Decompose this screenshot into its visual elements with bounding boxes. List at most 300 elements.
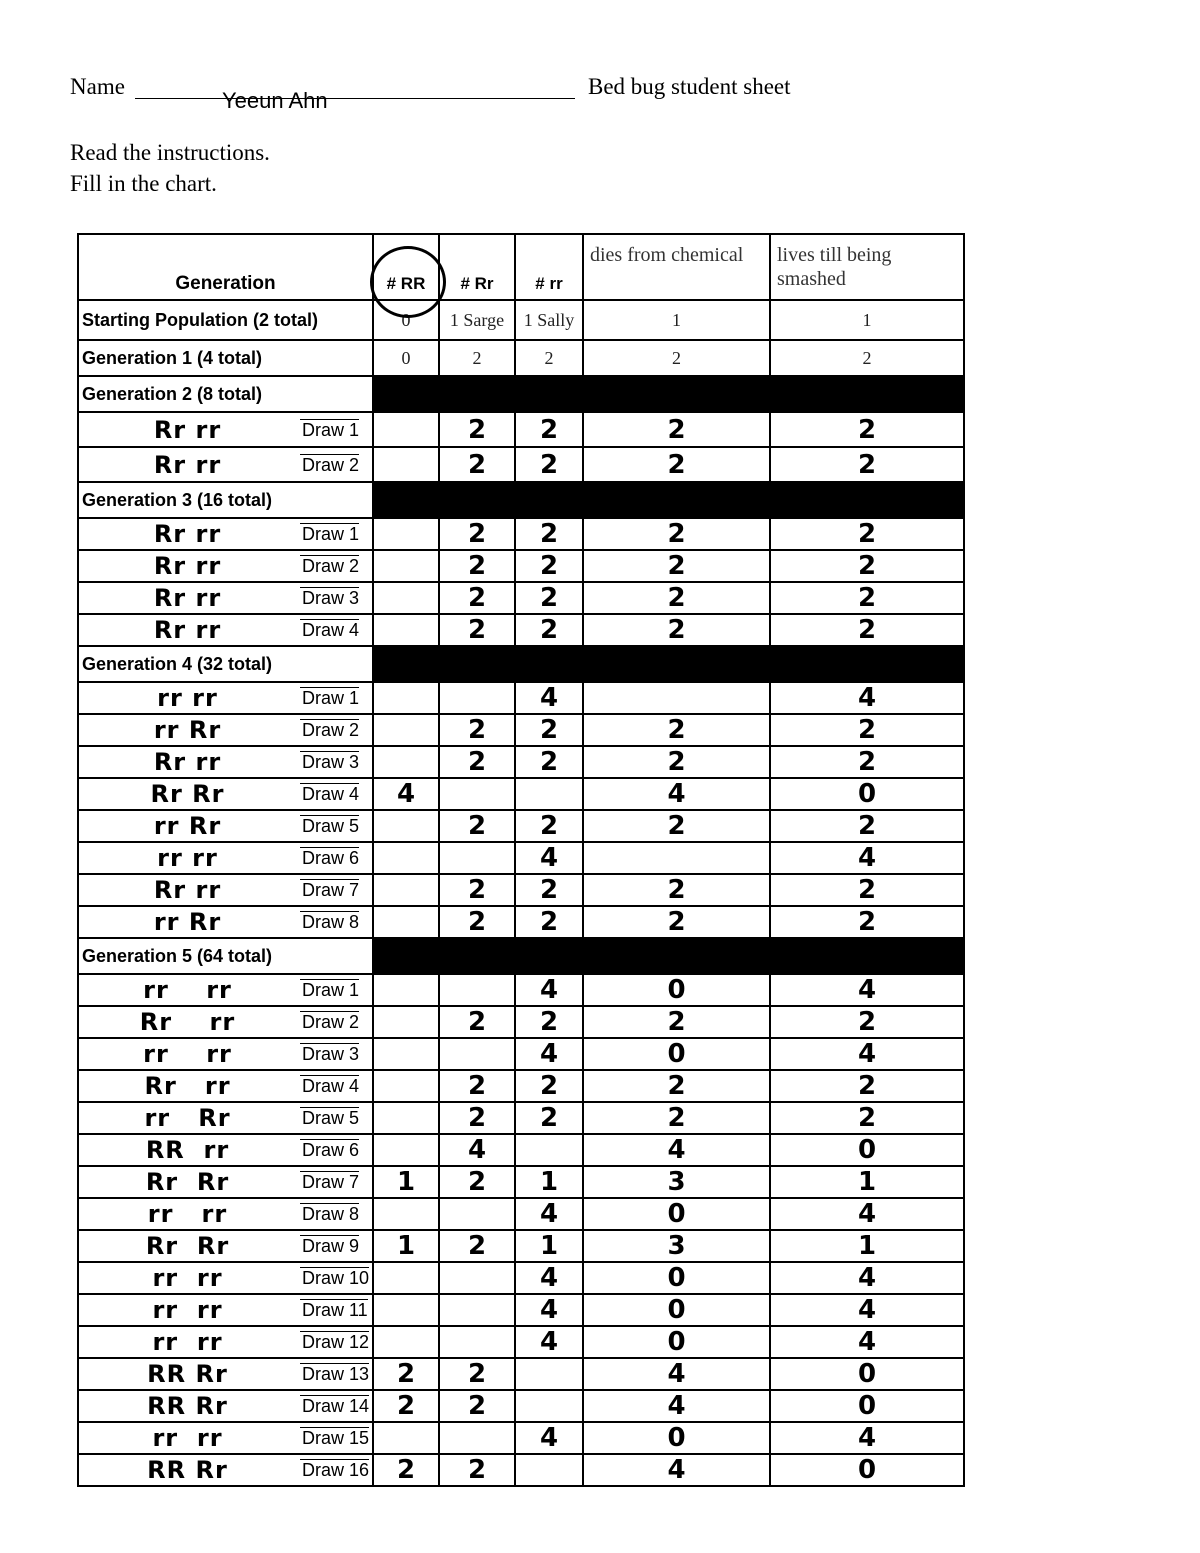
- cell-rr-heterozygous[interactable]: 2: [439, 340, 515, 376]
- rr-heterozygous-header: # Rr: [439, 234, 515, 300]
- cell-dies[interactable]: 4: [583, 1454, 770, 1486]
- cell-rr-dominant[interactable]: 2: [373, 1358, 439, 1390]
- cell-dies[interactable]: 0: [583, 974, 770, 1006]
- genotype-cell[interactable]: rr rr: [78, 842, 296, 874]
- cell-rr-heterozygous[interactable]: 2: [439, 810, 515, 842]
- cell-rr-recessive[interactable]: 4: [515, 682, 583, 714]
- cell-rr-recessive[interactable]: 2: [515, 810, 583, 842]
- draw-row: [78, 1102, 964, 1134]
- cell-lives[interactable]: 0: [770, 1134, 964, 1166]
- draw-label: Draw 2: [302, 1012, 360, 1032]
- cell-rr-recessive[interactable]: 4: [515, 842, 583, 874]
- cell-dies[interactable]: 0: [583, 1422, 770, 1454]
- header: [70, 70, 970, 113]
- cell-rr-recessive[interactable]: 2: [515, 550, 583, 582]
- cell-rr-recessive[interactable]: 2: [515, 874, 583, 906]
- draw-label-cell: [296, 1454, 373, 1486]
- gen5-band: [78, 938, 964, 974]
- cell-lives[interactable]: 0: [770, 778, 964, 810]
- draw-row: [78, 518, 964, 550]
- cell-rr-recessive[interactable]: 2: [515, 1102, 583, 1134]
- draw-label-cell: [296, 746, 373, 778]
- cell-rr-recessive[interactable]: 1 Sally: [515, 300, 583, 340]
- draw-label: Draw 6: [302, 848, 360, 868]
- cell-rr-dominant[interactable]: [373, 746, 439, 778]
- cell-lives[interactable]: 2: [770, 714, 964, 746]
- cell-rr-dominant[interactable]: [373, 714, 439, 746]
- draw-label: Draw 2: [302, 556, 360, 576]
- cell-dies[interactable]: 0: [583, 1294, 770, 1326]
- cell-rr-recessive[interactable]: [515, 1358, 583, 1390]
- cell-rr-recessive[interactable]: 4: [515, 1198, 583, 1230]
- name-label: Name: [70, 74, 125, 99]
- starting-label: Starting Population (2 total): [78, 300, 373, 340]
- draw-row: [78, 550, 964, 582]
- cell-rr-heterozygous[interactable]: [439, 682, 515, 714]
- cell-lives[interactable]: 4: [770, 682, 964, 714]
- cell-rr-dominant[interactable]: [373, 1294, 439, 1326]
- draw-row: [78, 874, 964, 906]
- cell-rr-heterozygous[interactable]: 2: [439, 746, 515, 778]
- cell-rr-dominant[interactable]: [373, 518, 439, 550]
- genotype-cell[interactable]: Rr rr: [78, 1070, 296, 1102]
- cell-lives[interactable]: 1: [770, 1166, 964, 1198]
- draw-label: Draw 3: [302, 588, 360, 608]
- draw-row: [78, 1070, 964, 1102]
- genotype-cell[interactable]: RR Rr: [78, 1390, 296, 1422]
- draw-label: Draw 6: [302, 1140, 360, 1160]
- draw-label: Draw 12: [302, 1332, 370, 1352]
- column-header-row: [78, 234, 964, 300]
- cell-lives[interactable]: 4: [770, 1262, 964, 1294]
- draw-label-cell: [296, 582, 373, 614]
- draw-row: [78, 1006, 964, 1038]
- cell-rr-dominant[interactable]: [373, 412, 439, 447]
- draw-label-cell: [296, 1230, 373, 1262]
- cell-rr-recessive[interactable]: 4: [515, 974, 583, 1006]
- cell-dies[interactable]: 0: [583, 1326, 770, 1358]
- draw-label-cell: [296, 1102, 373, 1134]
- cell-lives[interactable]: 2: [770, 412, 964, 447]
- cell-rr-recessive[interactable]: 2: [515, 518, 583, 550]
- cell-dies[interactable]: 3: [583, 1166, 770, 1198]
- genotype-cell[interactable]: Rr rr: [78, 582, 296, 614]
- cell-lives[interactable]: 2: [770, 1070, 964, 1102]
- draw-row: [78, 1262, 964, 1294]
- draw-label: Draw 1: [302, 524, 360, 544]
- cell-dies[interactable]: 2: [583, 810, 770, 842]
- draw-row: [78, 1230, 964, 1262]
- cell-rr-heterozygous[interactable]: 4: [439, 1134, 515, 1166]
- gen1-label: Generation 1 (4 total): [78, 340, 373, 376]
- starting-row: [78, 300, 964, 340]
- draw-label-cell: [296, 1390, 373, 1422]
- cell-dies[interactable]: [583, 682, 770, 714]
- cell-rr-dominant[interactable]: [373, 682, 439, 714]
- genotype-cell[interactable]: Rr rr: [78, 518, 296, 550]
- cell-lives[interactable]: 1: [770, 300, 964, 340]
- gen5-label: Generation 5 (64 total): [78, 938, 373, 974]
- draw-label: Draw 1: [302, 688, 360, 708]
- draw-row: [78, 778, 964, 810]
- cell-rr-heterozygous[interactable]: 1 Sarge: [439, 300, 515, 340]
- cell-lives[interactable]: 2: [770, 746, 964, 778]
- draw-label: Draw 4: [302, 620, 360, 640]
- cell-rr-dominant[interactable]: [373, 582, 439, 614]
- cell-rr-dominant[interactable]: [373, 1038, 439, 1070]
- draw-label: Draw 14: [302, 1396, 370, 1416]
- cell-dies[interactable]: 0: [583, 1262, 770, 1294]
- draw-row: [78, 614, 964, 646]
- cell-lives[interactable]: 4: [770, 842, 964, 874]
- cell-rr-heterozygous[interactable]: 2: [439, 582, 515, 614]
- cell-lives[interactable]: 2: [770, 1102, 964, 1134]
- draw-label-cell: [296, 974, 373, 1006]
- cell-lives[interactable]: 0: [770, 1390, 964, 1422]
- cell-dies[interactable]: 2: [583, 614, 770, 646]
- cell-lives[interactable]: 0: [770, 1454, 964, 1486]
- draw-label-cell: [296, 614, 373, 646]
- cell-lives[interactable]: 4: [770, 974, 964, 1006]
- cell-rr-dominant[interactable]: [373, 1102, 439, 1134]
- cell-dies[interactable]: 0: [583, 1198, 770, 1230]
- draw-row: [78, 447, 964, 482]
- draw-row: [78, 1134, 964, 1166]
- cell-rr-dominant[interactable]: [373, 550, 439, 582]
- draw-label-cell: [296, 1358, 373, 1390]
- draw-row: [78, 682, 964, 714]
- cell-rr-recessive[interactable]: 2: [515, 906, 583, 938]
- cell-rr-heterozygous[interactable]: [439, 842, 515, 874]
- cell-rr-recessive[interactable]: 2: [515, 447, 583, 482]
- gen4-label: Generation 4 (32 total): [78, 646, 373, 682]
- genotype-cell[interactable]: Rr rr: [78, 614, 296, 646]
- cell-rr-heterozygous[interactable]: [439, 974, 515, 1006]
- cell-lives[interactable]: 2: [770, 518, 964, 550]
- cell-rr-dominant[interactable]: [373, 906, 439, 938]
- draw-label: Draw 15: [302, 1428, 370, 1448]
- draw-label: Draw 5: [302, 1108, 360, 1128]
- draw-label-cell: [296, 550, 373, 582]
- cell-dies[interactable]: 2: [583, 518, 770, 550]
- cell-rr-heterozygous[interactable]: 2: [439, 614, 515, 646]
- cell-rr-recessive[interactable]: 2: [515, 614, 583, 646]
- cell-lives[interactable]: 2: [770, 582, 964, 614]
- draw-row: [78, 974, 964, 1006]
- cell-rr-heterozygous[interactable]: [439, 1262, 515, 1294]
- draw-row: [78, 1198, 964, 1230]
- cell-rr-heterozygous[interactable]: 2: [439, 906, 515, 938]
- draw-label-cell: [296, 714, 373, 746]
- cell-lives[interactable]: 4: [770, 1038, 964, 1070]
- sheet-title: Bed bug student sheet: [588, 74, 791, 99]
- cell-dies[interactable]: 2: [583, 340, 770, 376]
- cell-rr-heterozygous[interactable]: 2: [439, 1102, 515, 1134]
- draw-label: Draw 16: [302, 1460, 370, 1480]
- draw-label-cell: [296, 682, 373, 714]
- draw-label-cell: [296, 1134, 373, 1166]
- draw-label-cell: [296, 778, 373, 810]
- cell-rr-dominant[interactable]: 0: [373, 300, 439, 340]
- cell-lives[interactable]: 2: [770, 340, 964, 376]
- cell-lives[interactable]: 1: [770, 1230, 964, 1262]
- draw-row: [78, 810, 964, 842]
- cell-rr-dominant[interactable]: [373, 1262, 439, 1294]
- cell-rr-dominant[interactable]: 4: [373, 778, 439, 810]
- instruction-line: Fill in the chart.: [70, 171, 217, 196]
- cell-rr-heterozygous[interactable]: 2: [439, 714, 515, 746]
- cell-rr-dominant[interactable]: 2: [373, 1390, 439, 1422]
- cell-rr-heterozygous[interactable]: 2: [439, 447, 515, 482]
- genotype-cell[interactable]: Rr rr: [78, 874, 296, 906]
- cell-dies[interactable]: 2: [583, 714, 770, 746]
- cell-dies[interactable]: 4: [583, 1390, 770, 1422]
- genotype-cell[interactable]: Rr rr: [78, 1006, 296, 1038]
- draw-row: [78, 1390, 964, 1422]
- cell-rr-heterozygous[interactable]: [439, 778, 515, 810]
- draw-label: Draw 4: [302, 784, 360, 804]
- cell-rr-dominant[interactable]: 2: [373, 1454, 439, 1486]
- cell-lives[interactable]: 4: [770, 1326, 964, 1358]
- cell-rr-dominant[interactable]: [373, 1198, 439, 1230]
- draw-label-cell: [296, 874, 373, 906]
- cell-dies[interactable]: 2: [583, 1070, 770, 1102]
- cell-rr-heterozygous[interactable]: 2: [439, 1230, 515, 1262]
- genotype-cell[interactable]: rr rr: [78, 974, 296, 1006]
- genotype-cell[interactable]: rr rr: [78, 682, 296, 714]
- name-line[interactable]: [135, 88, 575, 113]
- cell-rr-heterozygous[interactable]: [439, 1326, 515, 1358]
- genotype-cell[interactable]: rr Rr: [78, 906, 296, 938]
- draw-label-cell: [296, 1422, 373, 1454]
- cell-lives[interactable]: 4: [770, 1422, 964, 1454]
- gen4-band: [78, 646, 964, 682]
- cell-rr-heterozygous[interactable]: 2: [439, 550, 515, 582]
- cell-rr-dominant[interactable]: [373, 1006, 439, 1038]
- draw-row: [78, 842, 964, 874]
- genotype-cell[interactable]: Rr Rr: [78, 1166, 296, 1198]
- lives-header: lives till being smashed: [770, 234, 964, 300]
- cell-lives[interactable]: 4: [770, 1198, 964, 1230]
- cell-dies[interactable]: 2: [583, 874, 770, 906]
- cell-dies[interactable]: 2: [583, 582, 770, 614]
- cell-rr-recessive[interactable]: 2: [515, 1070, 583, 1102]
- cell-rr-dominant[interactable]: 0: [373, 340, 439, 376]
- draw-label: Draw 9: [302, 1236, 360, 1256]
- draw-label-cell: [296, 412, 373, 447]
- draw-row: [78, 1358, 964, 1390]
- cell-rr-recessive[interactable]: 2: [515, 714, 583, 746]
- cell-rr-recessive[interactable]: 2: [515, 746, 583, 778]
- cell-rr-dominant[interactable]: [373, 1070, 439, 1102]
- genotype-cell[interactable]: Rr Rr: [78, 1230, 296, 1262]
- cell-rr-heterozygous[interactable]: 2: [439, 1390, 515, 1422]
- draw-label-cell: [296, 1166, 373, 1198]
- draw-label-cell: [296, 447, 373, 482]
- cell-lives[interactable]: 2: [770, 614, 964, 646]
- draw-label: Draw 5: [302, 816, 360, 836]
- cell-rr-recessive[interactable]: 4: [515, 1326, 583, 1358]
- section-bar: [373, 376, 964, 412]
- cell-rr-recessive[interactable]: 4: [515, 1038, 583, 1070]
- genotype-cell[interactable]: rr Rr: [78, 810, 296, 842]
- section-bar: [373, 646, 964, 682]
- cell-rr-dominant[interactable]: 1: [373, 1166, 439, 1198]
- cell-rr-dominant[interactable]: [373, 874, 439, 906]
- cell-dies[interactable]: 2: [583, 550, 770, 582]
- cell-rr-heterozygous[interactable]: 2: [439, 1358, 515, 1390]
- cell-rr-recessive[interactable]: 4: [515, 1294, 583, 1326]
- cell-dies[interactable]: 1: [583, 300, 770, 340]
- annotation-circle: [370, 246, 446, 318]
- cell-dies[interactable]: 4: [583, 1134, 770, 1166]
- genotype-cell[interactable]: Rr Rr: [78, 778, 296, 810]
- cell-dies[interactable]: 4: [583, 778, 770, 810]
- draw-row: [78, 1454, 964, 1486]
- cell-rr-recessive[interactable]: 1: [515, 1166, 583, 1198]
- cell-rr-dominant[interactable]: [373, 1422, 439, 1454]
- cell-rr-recessive[interactable]: 1: [515, 1230, 583, 1262]
- cell-rr-dominant[interactable]: [373, 974, 439, 1006]
- cell-dies[interactable]: 2: [583, 906, 770, 938]
- genotype-cell[interactable]: Rr rr: [78, 447, 296, 482]
- cell-dies[interactable]: 2: [583, 746, 770, 778]
- genotype-cell[interactable]: rr rr: [78, 1038, 296, 1070]
- cell-rr-recessive[interactable]: [515, 1454, 583, 1486]
- genotype-cell[interactable]: Rr rr: [78, 550, 296, 582]
- draw-label: Draw 7: [302, 1172, 360, 1192]
- cell-rr-recessive[interactable]: 2: [515, 340, 583, 376]
- cell-rr-heterozygous[interactable]: 2: [439, 1070, 515, 1102]
- draw-label-cell: [296, 1262, 373, 1294]
- genotype-cell[interactable]: rr rr: [78, 1422, 296, 1454]
- cell-rr-heterozygous[interactable]: 2: [439, 1166, 515, 1198]
- cell-rr-heterozygous[interactable]: 2: [439, 1454, 515, 1486]
- cell-rr-recessive[interactable]: 4: [515, 1262, 583, 1294]
- cell-rr-dominant[interactable]: [373, 842, 439, 874]
- cell-rr-heterozygous[interactable]: 2: [439, 518, 515, 550]
- cell-dies[interactable]: 0: [583, 1038, 770, 1070]
- cell-lives[interactable]: 2: [770, 906, 964, 938]
- draw-row: [78, 1294, 964, 1326]
- cell-rr-dominant[interactable]: [373, 614, 439, 646]
- cell-rr-heterozygous[interactable]: 2: [439, 1006, 515, 1038]
- cell-dies[interactable]: 2: [583, 412, 770, 447]
- cell-lives[interactable]: 2: [770, 550, 964, 582]
- gen2-label: Generation 2 (8 total): [78, 376, 373, 412]
- cell-rr-recessive[interactable]: 2: [515, 582, 583, 614]
- draw-label-cell: [296, 1006, 373, 1038]
- draw-label-cell: [296, 906, 373, 938]
- cell-lives[interactable]: 0: [770, 1358, 964, 1390]
- draw-label-cell: [296, 1038, 373, 1070]
- cell-dies[interactable]: [583, 842, 770, 874]
- cell-rr-recessive[interactable]: 2: [515, 412, 583, 447]
- instruction-line: Read the instructions.: [70, 140, 270, 165]
- cell-rr-dominant[interactable]: [373, 810, 439, 842]
- cell-lives[interactable]: 2: [770, 810, 964, 842]
- cell-dies[interactable]: 2: [583, 447, 770, 482]
- cell-dies[interactable]: 2: [583, 1006, 770, 1038]
- draw-label: Draw 8: [302, 912, 360, 932]
- cell-rr-recessive[interactable]: 4: [515, 1422, 583, 1454]
- section-bar: [373, 482, 964, 518]
- draw-row: [78, 1422, 964, 1454]
- genotype-cell[interactable]: Rr rr: [78, 412, 296, 447]
- draw-label: Draw 2: [302, 720, 360, 740]
- genotype-cell[interactable]: Rr rr: [78, 746, 296, 778]
- cell-dies[interactable]: 3: [583, 1230, 770, 1262]
- draw-row: [78, 714, 964, 746]
- genotype-cell[interactable]: rr Rr: [78, 1102, 296, 1134]
- cell-dies[interactable]: 2: [583, 1102, 770, 1134]
- draw-label: Draw 2: [302, 454, 360, 475]
- draw-label-cell: [296, 1294, 373, 1326]
- cell-rr-heterozygous[interactable]: 2: [439, 874, 515, 906]
- draw-label-cell: [296, 810, 373, 842]
- draw-row: [78, 746, 964, 778]
- section-bar: [373, 938, 964, 974]
- gen3-label: Generation 3 (16 total): [78, 482, 373, 518]
- draw-row: [78, 412, 964, 447]
- draw-label: Draw 8: [302, 1204, 360, 1224]
- genotype-cell[interactable]: rr rr: [78, 1294, 296, 1326]
- cell-rr-recessive[interactable]: [515, 1390, 583, 1422]
- draw-label: Draw 3: [302, 1044, 360, 1064]
- genotype-cell[interactable]: RR rr: [78, 1134, 296, 1166]
- cell-rr-dominant[interactable]: [373, 447, 439, 482]
- cell-rr-dominant[interactable]: [373, 1326, 439, 1358]
- genotype-cell[interactable]: RR Rr: [78, 1454, 296, 1486]
- instructions: [70, 137, 270, 199]
- draw-label: Draw 4: [302, 1076, 360, 1096]
- data-chart: [77, 233, 965, 1487]
- cell-lives[interactable]: 2: [770, 447, 964, 482]
- cell-rr-dominant[interactable]: [373, 1134, 439, 1166]
- genotype-cell[interactable]: rr rr: [78, 1198, 296, 1230]
- draw-label: Draw 1: [302, 980, 360, 1000]
- draw-label: Draw 7: [302, 880, 360, 900]
- cell-rr-heterozygous[interactable]: 2: [439, 412, 515, 447]
- genotype-cell[interactable]: rr Rr: [78, 714, 296, 746]
- draw-label-cell: [296, 1326, 373, 1358]
- draw-label: Draw 3: [302, 752, 360, 772]
- cell-rr-heterozygous[interactable]: [439, 1422, 515, 1454]
- cell-rr-recessive[interactable]: [515, 778, 583, 810]
- cell-lives[interactable]: 2: [770, 874, 964, 906]
- cell-rr-heterozygous[interactable]: [439, 1294, 515, 1326]
- cell-rr-dominant[interactable]: 1: [373, 1230, 439, 1262]
- genotype-cell[interactable]: RR Rr: [78, 1358, 296, 1390]
- draw-row: [78, 1326, 964, 1358]
- cell-lives[interactable]: 4: [770, 1294, 964, 1326]
- draw-row: [78, 1166, 964, 1198]
- draw-label-cell: [296, 1070, 373, 1102]
- cell-rr-recessive[interactable]: [515, 1134, 583, 1166]
- genotype-cell[interactable]: rr rr: [78, 1326, 296, 1358]
- gen1-row: [78, 340, 964, 376]
- draw-label-cell: [296, 518, 373, 550]
- cell-dies[interactable]: 4: [583, 1358, 770, 1390]
- cell-rr-heterozygous[interactable]: [439, 1198, 515, 1230]
- genotype-cell[interactable]: rr rr: [78, 1262, 296, 1294]
- draw-label: Draw 13: [302, 1364, 370, 1384]
- cell-rr-recessive[interactable]: 2: [515, 1006, 583, 1038]
- dies-header: dies from chemical: [583, 234, 770, 300]
- rr-recessive-header: # rr: [515, 234, 583, 300]
- cell-lives[interactable]: 2: [770, 1006, 964, 1038]
- cell-rr-heterozygous[interactable]: [439, 1038, 515, 1070]
